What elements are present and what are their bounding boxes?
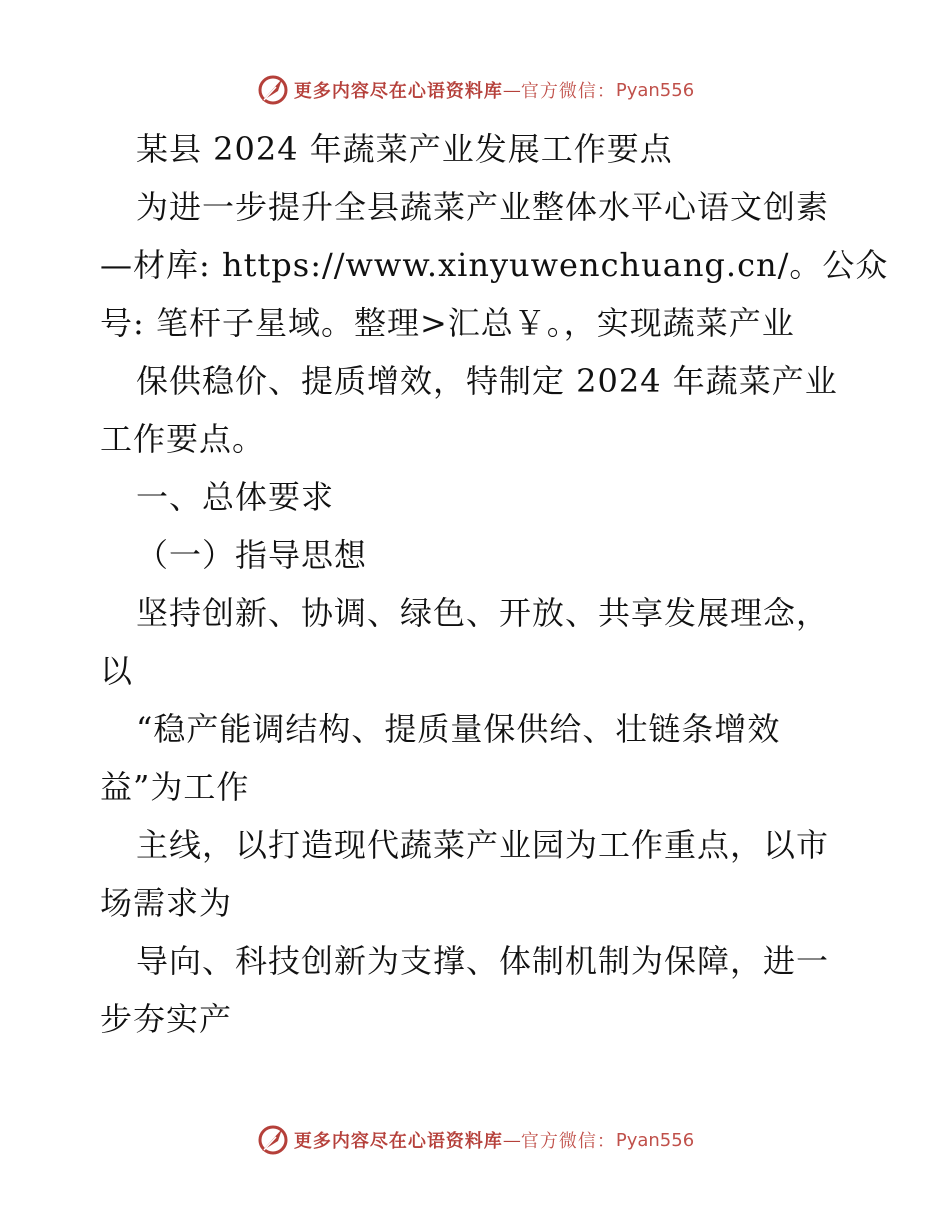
section-heading: 一、总体要求 — [136, 478, 335, 516]
paragraph-line: 工作要点。 — [100, 420, 266, 458]
quill-logo-icon — [256, 1123, 290, 1157]
watermark-dash: — — [502, 1129, 521, 1151]
watermark-main-text: 更多内容尽在心语资料库 — [293, 1131, 503, 1152]
paragraph-line: “稳产能调结构、提质量保供给、壮链条增效 — [136, 710, 781, 748]
footer-watermark — [0, 1120, 950, 1160]
subsection-heading: （一）指导思想 — [136, 536, 368, 574]
document-body — [100, 120, 889, 1048]
paragraph-line: 导向、科技创新为支撑、体制机制为保障，进一 — [136, 942, 830, 980]
paragraph-line: 坚持创新、协调、绿色、开放、共享发展理念， — [136, 594, 830, 632]
paragraph-line: 号: 笔杆子星域。整理>汇总￥。，实现蔬菜产业 — [100, 304, 795, 342]
watermark-wechat-label: 官方微信： — [520, 1131, 616, 1152]
watermark-wechat-id: Pyan556 — [615, 1129, 695, 1151]
watermark-wechat-id: Pyan556 — [615, 79, 695, 101]
paragraph-line: 保供稳价、提质增效，特制定 2024 年蔬菜产业 — [136, 362, 838, 400]
document-title: 某县 2024 年蔬菜产业发展工作要点 — [136, 130, 673, 168]
paragraph-line: 主线，以打造现代蔬菜产业园为工作重点，以市 — [136, 826, 830, 864]
paragraph-line: 益”为工作 — [100, 768, 250, 806]
paragraph-line: —材库: https://www.xinyuwenchuang.cn/。公众 — [100, 246, 889, 284]
header-watermark — [0, 70, 950, 110]
paragraph-line: 以 — [100, 652, 134, 690]
paragraph-line: 场需求为 — [100, 884, 233, 922]
watermark-dash: — — [502, 79, 521, 101]
watermark-wechat-label: 官方微信： — [520, 81, 616, 102]
watermark-main-text: 更多内容尽在心语资料库 — [293, 81, 503, 102]
paragraph-line: 为进一步提升全县蔬菜产业整体水平心语文创素 — [136, 188, 830, 226]
quill-logo-icon — [256, 73, 290, 107]
paragraph-line: 步夯实产 — [100, 1000, 233, 1038]
